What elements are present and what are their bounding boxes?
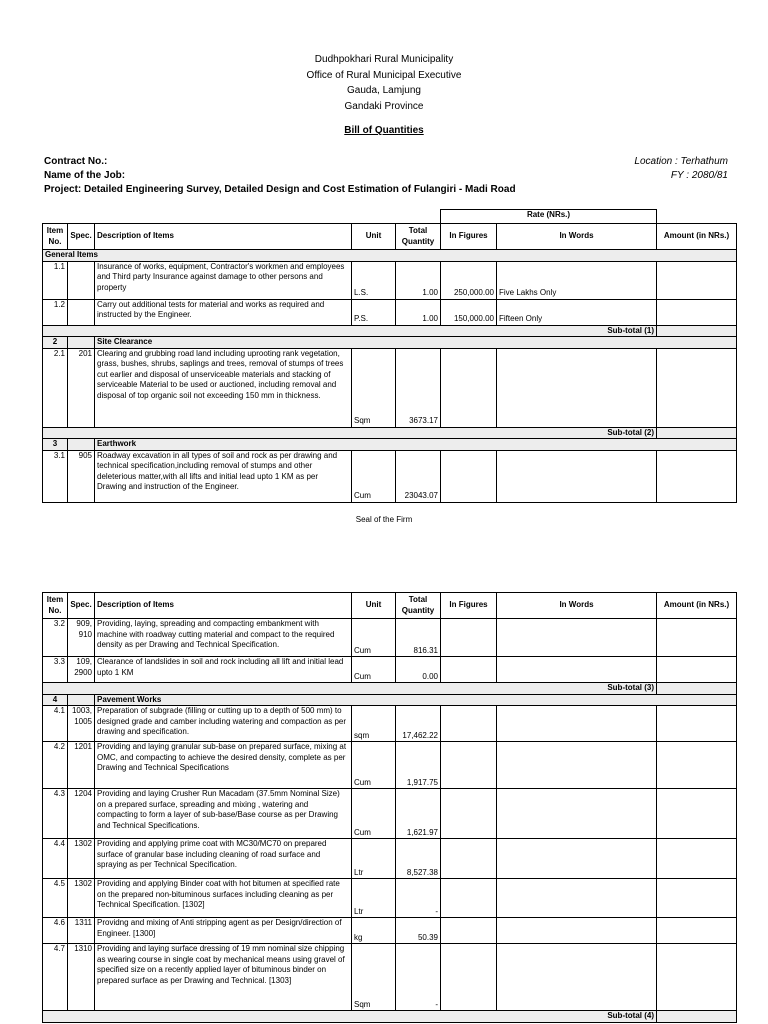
table-row bbox=[43, 450, 737, 502]
item-description: Providng and mixing of Anti stripping agent as per Design/direction of Engineer. [1300] bbox=[95, 918, 352, 944]
item-spec bbox=[68, 261, 95, 299]
col-total-quantity: Total Quantity bbox=[396, 224, 441, 250]
job-name: Name of the Job: bbox=[44, 170, 126, 181]
item-quantity: 0.00 bbox=[396, 657, 441, 683]
location: Location : Terhathum bbox=[634, 156, 728, 167]
item-spec: 1302 bbox=[68, 839, 95, 879]
item-unit: Cum bbox=[352, 619, 396, 657]
table-row bbox=[43, 261, 737, 299]
section-no: 3 bbox=[43, 439, 68, 451]
col-unit: Unit bbox=[352, 593, 396, 619]
item-rate-words: Five Lakhs Only bbox=[497, 261, 657, 299]
section-no: 2 bbox=[43, 337, 68, 349]
item-quantity: 50.39 bbox=[396, 918, 441, 944]
item-no: 3.2 bbox=[43, 619, 68, 657]
item-spec bbox=[68, 299, 95, 325]
col-total-quantity: Total Quantity bbox=[396, 593, 441, 619]
municipality-name: Dudhpokhari Rural Municipality bbox=[314, 54, 454, 65]
item-description: Providing, laying, spreading and compacting embankment with machine with roadway cutting material and compact to the required density as per Drawing and Technical Specification. bbox=[95, 619, 352, 657]
province-name: Gandaki Province bbox=[344, 100, 424, 112]
item-description: Insurance of works, equipment, Contractor's workmen and employees and Third party Insurance against damage to other persons and property bbox=[95, 261, 352, 299]
table-row bbox=[43, 918, 737, 944]
item-description: Providing and laying surface dressing of 19 mm nominal size chipping as wearing course in single coat by mechanical means using gravel of specified size on a recently applied layer of bituminous binder on prepared surface as per Drawing and Technical. [1303] bbox=[95, 944, 352, 1011]
table-row bbox=[43, 657, 737, 683]
item-spec: 201 bbox=[68, 348, 95, 427]
col-item-no: Item No. bbox=[43, 593, 68, 619]
item-unit: Cum bbox=[352, 789, 396, 839]
seal-of-firm: Seal of the Firm bbox=[355, 515, 413, 524]
item-unit: Cum bbox=[352, 742, 396, 789]
item-quantity: 1.00 bbox=[396, 261, 441, 299]
item-quantity: 17,462.22 bbox=[396, 706, 441, 742]
col-in-words: In Words bbox=[497, 593, 657, 619]
office-name: Office of Rural Municipal Executive bbox=[306, 69, 462, 81]
subtotal-amount bbox=[657, 325, 737, 337]
office-address: Gauda, Lamjung bbox=[347, 85, 421, 96]
item-unit: kg bbox=[352, 918, 396, 944]
item-description: Providing and laying granular sub-base on prepared surface, mixing at OMC, and compacting to achieve the desired density, complete as per Drawing and Technical Specifications bbox=[95, 742, 352, 789]
table-row bbox=[43, 879, 737, 918]
item-quantity: - bbox=[396, 879, 441, 918]
item-description: Providing and applying prime coat with MC30/MC70 on prepared surface of granular base including cleaning of road surface and spraying as per Technical Specification. bbox=[95, 839, 352, 879]
item-amount bbox=[657, 261, 737, 299]
item-rate-figures: 150,000.00 bbox=[441, 299, 497, 325]
item-no: 4.4 bbox=[43, 839, 68, 879]
subtotal-amount bbox=[657, 427, 737, 439]
item-quantity: - bbox=[396, 944, 441, 1011]
item-spec: 905 bbox=[68, 450, 95, 502]
item-quantity: 1.00 bbox=[396, 299, 441, 325]
col-in-words: In Words bbox=[497, 224, 657, 250]
item-unit: Cum bbox=[352, 450, 396, 502]
item-no: 2.1 bbox=[43, 348, 68, 427]
section-no: 4 bbox=[43, 694, 68, 706]
document-title: Bill of Quantities bbox=[344, 125, 424, 136]
subtotal-amount bbox=[657, 683, 737, 695]
item-spec: 1204 bbox=[68, 789, 95, 839]
item-unit: Ltr bbox=[352, 839, 396, 879]
item-no: 4.3 bbox=[43, 789, 68, 839]
item-no: 4.5 bbox=[43, 879, 68, 918]
item-unit: Sqm bbox=[352, 944, 396, 1011]
subtotal-label: Sub-total (3) bbox=[43, 683, 657, 695]
boq-table-page1 bbox=[42, 209, 737, 503]
table-row bbox=[43, 839, 737, 879]
table-row bbox=[43, 619, 737, 657]
item-description: Providing and laying Crusher Run Macadam (37.5mm Nominal Size) on a prepared surface, spreading and mixing , watering and compacting to form a layer of sub-base/Base course as per Drawing and Technical Specifications. bbox=[95, 789, 352, 839]
subtotal-amount bbox=[657, 1011, 737, 1023]
item-unit: sqm bbox=[352, 706, 396, 742]
item-no: 4.2 bbox=[43, 742, 68, 789]
item-no: 1.1 bbox=[43, 261, 68, 299]
item-spec: 1201 bbox=[68, 742, 95, 789]
office-header bbox=[0, 52, 768, 114]
fiscal-year: FY : 2080/81 bbox=[670, 170, 728, 181]
subtotal-label: Sub-total (1) bbox=[43, 325, 657, 337]
contract-meta bbox=[44, 155, 516, 197]
item-rate-words: Fifteen Only bbox=[497, 299, 657, 325]
table-row bbox=[43, 706, 737, 742]
col-description: Description of Items bbox=[95, 224, 352, 250]
item-no: 4.1 bbox=[43, 706, 68, 742]
section-title: Pavement Works bbox=[95, 694, 737, 706]
col-spec: Spec. bbox=[68, 224, 95, 250]
contract-no: Contract No.: bbox=[44, 156, 108, 167]
col-in-figures: In Figures bbox=[441, 593, 497, 619]
item-no: 4.6 bbox=[43, 918, 68, 944]
item-quantity: 1,621.97 bbox=[396, 789, 441, 839]
item-quantity: 23043.07 bbox=[396, 450, 441, 502]
location-meta bbox=[634, 155, 728, 183]
item-no: 1.2 bbox=[43, 299, 68, 325]
section-title: Site Clearance bbox=[95, 337, 737, 349]
item-no: 3.3 bbox=[43, 657, 68, 683]
col-description: Description of Items bbox=[95, 593, 352, 619]
item-quantity: 3673.17 bbox=[396, 348, 441, 427]
item-quantity: 1,917.75 bbox=[396, 742, 441, 789]
item-spec: 109, 2900 bbox=[68, 657, 95, 683]
section-title: Earthwork bbox=[95, 439, 737, 451]
table-row bbox=[43, 348, 737, 427]
table-row bbox=[43, 742, 737, 789]
item-spec: 1310 bbox=[68, 944, 95, 1011]
subtotal-label: Sub-total (2) bbox=[43, 427, 657, 439]
item-unit: Cum bbox=[352, 657, 396, 683]
item-unit: P.S. bbox=[352, 299, 396, 325]
item-description: Clearing and grubbing road land including uprooting rank vegetation, grass, bushes, shrubs, saplings and trees, removal of stumps of trees cut earlier and disposal of unserviceable materials and stacking of serviceable Material to be used or auctioned, including removal and disposal of top organic soil not exceeding 150 mm in thickness. bbox=[95, 348, 352, 427]
item-spec: 1302 bbox=[68, 879, 95, 918]
rate-group-header: Rate (NRs.) bbox=[441, 210, 657, 224]
item-spec: 1311 bbox=[68, 918, 95, 944]
item-description: Clearance of landslides in soil and rock including all lift and initial lead upto 1 KM bbox=[95, 657, 352, 683]
col-item-no: Item No. bbox=[43, 224, 68, 250]
col-amount: Amount (in NRs.) bbox=[657, 593, 737, 619]
item-spec: 909, 910 bbox=[68, 619, 95, 657]
col-in-figures: In Figures bbox=[441, 224, 497, 250]
col-unit: Unit bbox=[352, 224, 396, 250]
section-title: General Items bbox=[43, 250, 737, 262]
item-spec: 1003, 1005 bbox=[68, 706, 95, 742]
table-row bbox=[43, 299, 737, 325]
item-description: Roadway excavation in all types of soil and rock as per drawing and technical specification,including removal of stumps and other deleterious matter,with all lifts and initial lead upto 1 KM as per Drawing and instruction of the Engineer. bbox=[95, 450, 352, 502]
item-unit: Ltr bbox=[352, 879, 396, 918]
project-name: Project: Detailed Engineering Survey, Detailed Design and Cost Estimation of Fulangiri - Madi Road bbox=[44, 184, 516, 195]
item-unit: L.S. bbox=[352, 261, 396, 299]
table-row bbox=[43, 789, 737, 839]
col-amount: Amount (in NRs.) bbox=[657, 224, 737, 250]
item-rate-figures: 250,000.00 bbox=[441, 261, 497, 299]
item-amount bbox=[657, 299, 737, 325]
item-quantity: 8,527.38 bbox=[396, 839, 441, 879]
subtotal-label: Sub-total (4) bbox=[43, 1011, 657, 1023]
item-description: Preparation of subgrade (filling or cutting up to a depth of 500 mm) to designed grade and camber including watering and compaction as per drawing and specification. bbox=[95, 706, 352, 742]
boq-table-page2 bbox=[42, 592, 737, 1023]
item-no: 3.1 bbox=[43, 450, 68, 502]
item-unit: Sqm bbox=[352, 348, 396, 427]
col-spec: Spec. bbox=[68, 593, 95, 619]
table-row bbox=[43, 944, 737, 1011]
item-description: Providing and applying Binder coat with hot bitumen at specified rate on the prepared non-bituminous surfaces including cleaning as per Technical Specification. [1302] bbox=[95, 879, 352, 918]
item-quantity: 816.31 bbox=[396, 619, 441, 657]
item-description: Carry out additional tests for material and works as required and instructed by the Engineer. bbox=[95, 299, 352, 325]
item-no: 4.7 bbox=[43, 944, 68, 1011]
